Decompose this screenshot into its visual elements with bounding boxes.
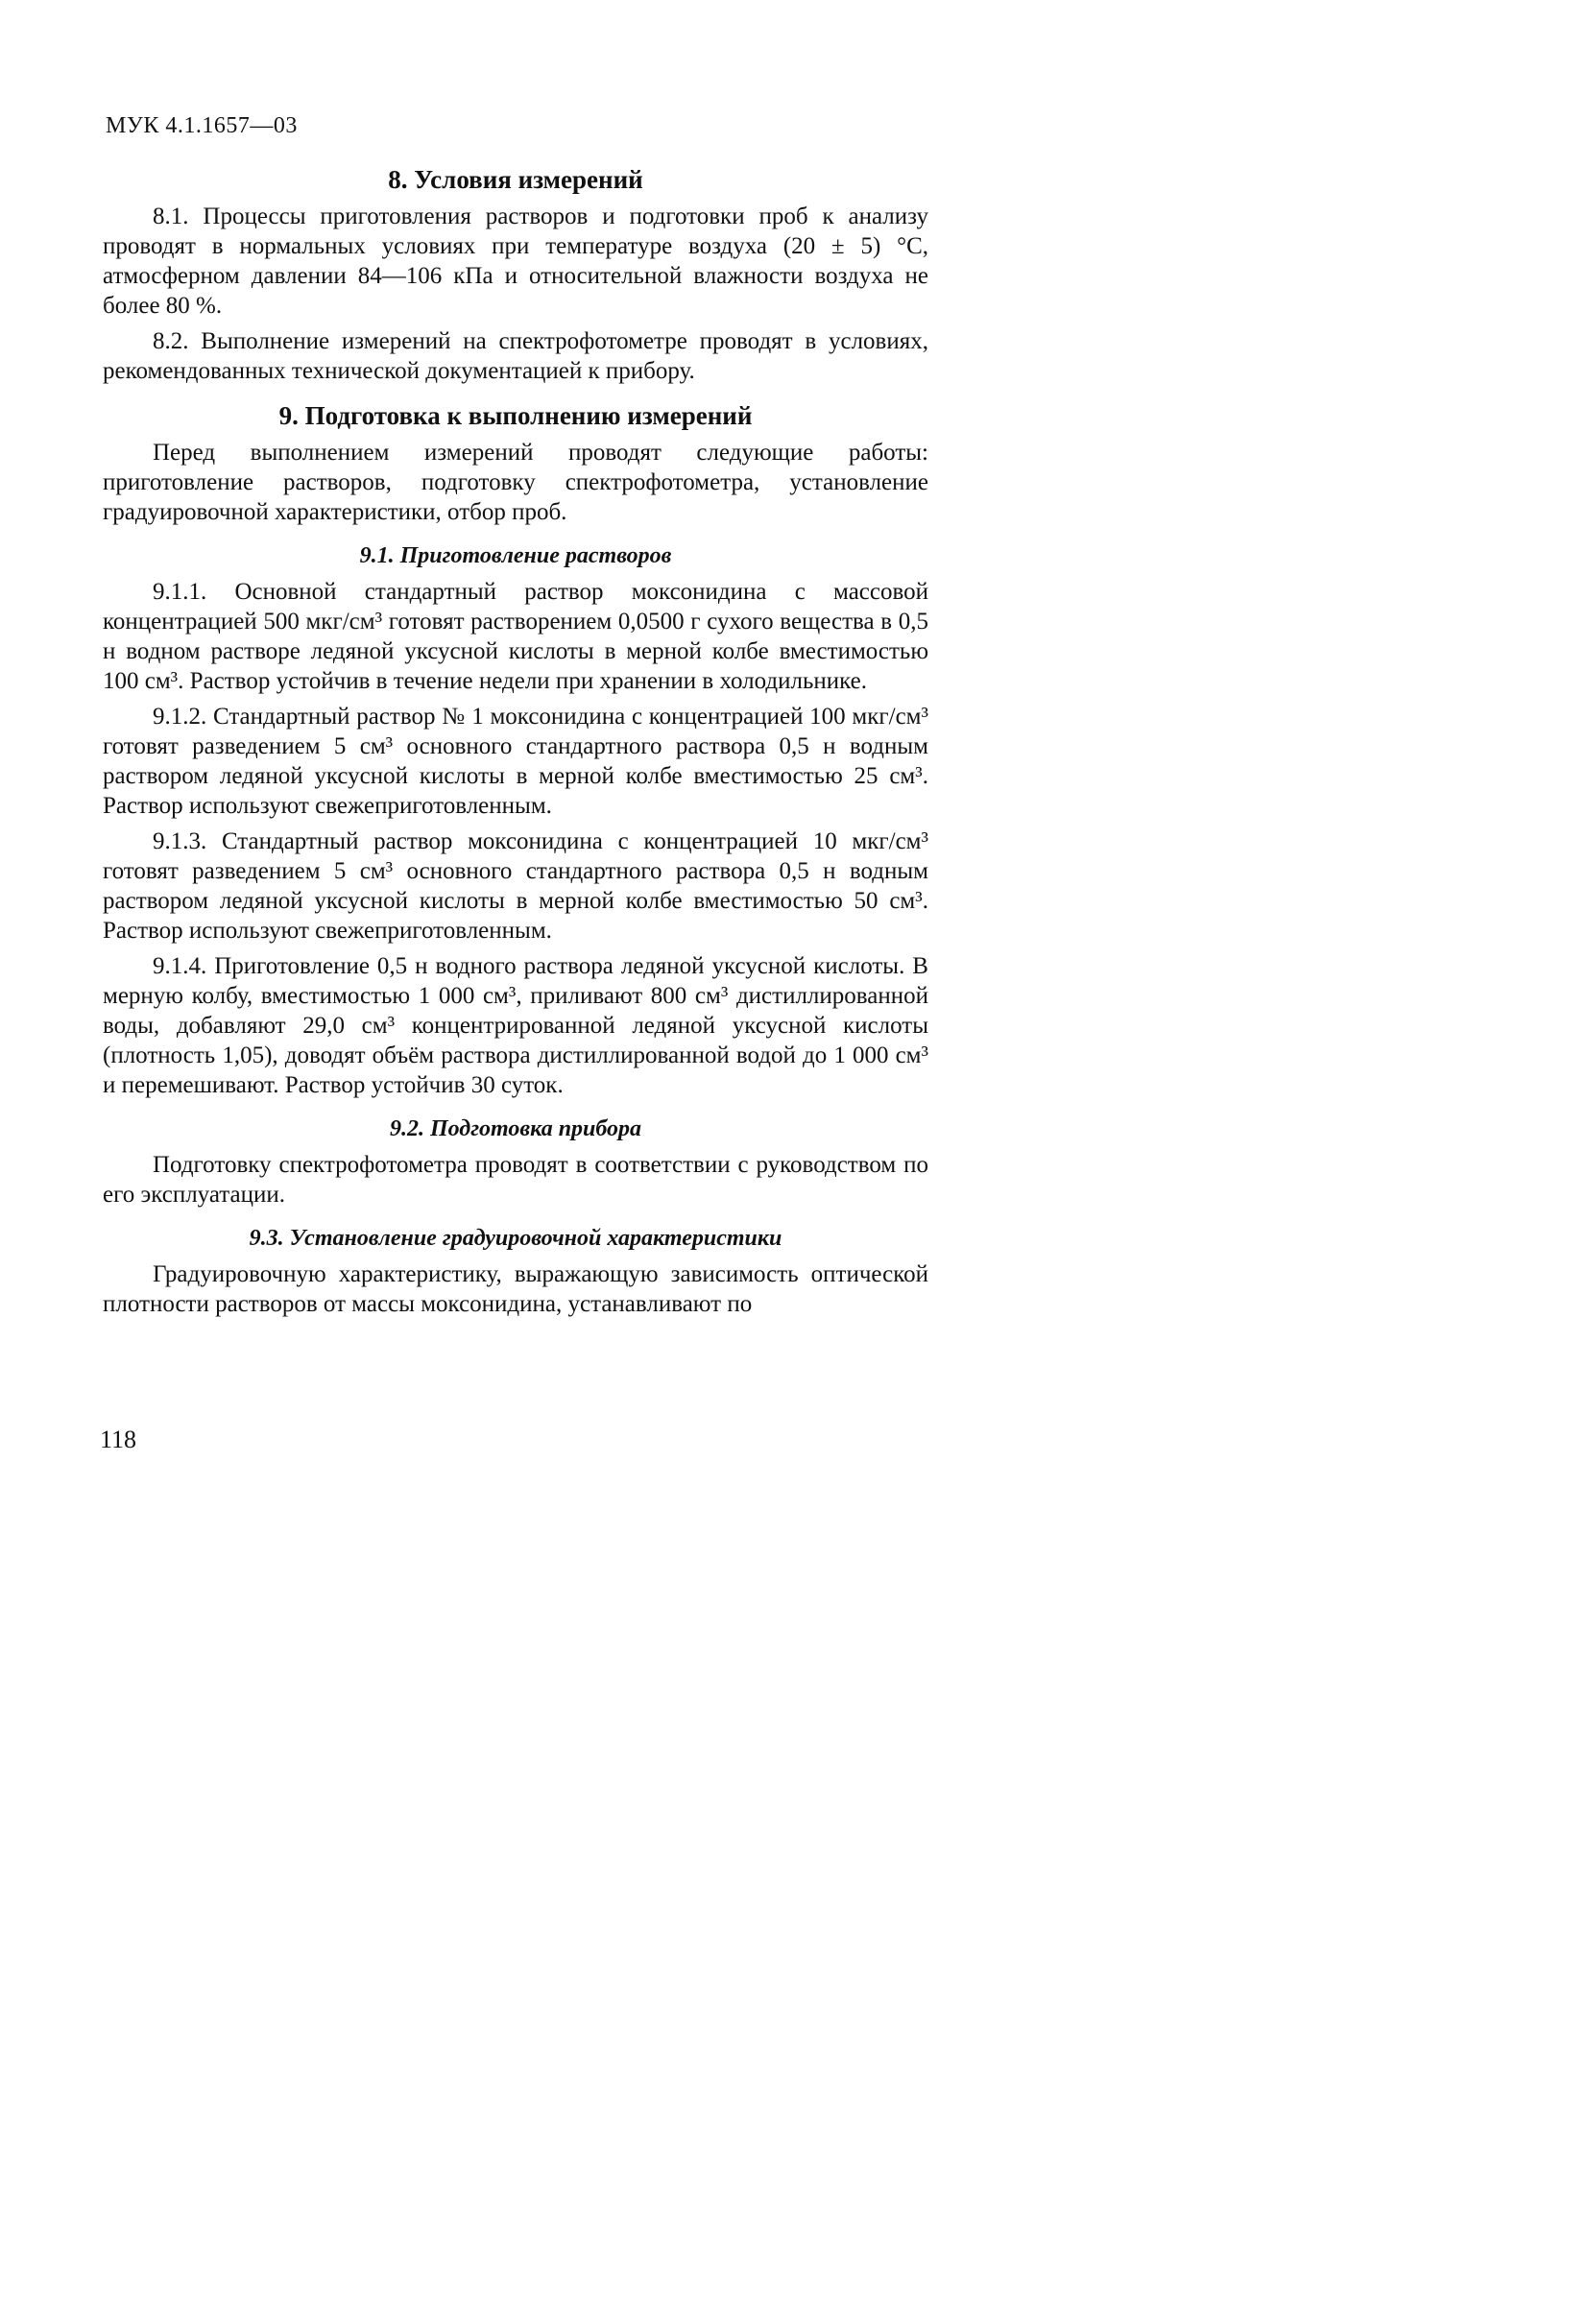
- document-page: [0, 0, 1048, 1588]
- subsection-9-3-title: 9.3. Установление градуировочной характеристики: [249, 1226, 782, 1251]
- paragraph-9-1-4: 9.1.4. Приготовление 0,5 н водного раствора ледяной уксусной кислоты. В мерную колбу, вместимостью 1 000 см³, приливают 800 см³ дистиллированной воды, добавляют 29,0 см³ концентрированной ледяной уксусной кислоты (плотность 1,05), доводят объём раствора дистиллированной водой до 1 000 см³ и перемешивают. Раствор устойчив 30 суток.: [103, 953, 928, 1098]
- paragraph-8-2: 8.2. Выполнение измерений на спектрофотометре проводят в условиях, рекомендованных технической документацией к прибору.: [103, 328, 928, 384]
- subsection-9-1-title: 9.1. Приготовление растворов: [359, 543, 672, 568]
- section-8-title: 8. Условия измерений: [388, 165, 643, 194]
- paragraph-9-2: Подготовку спектрофотометра проводят в соответствии с руководством по его эксплуатации.: [103, 1152, 928, 1208]
- paragraph-8-1: 8.1. Процессы приготовления растворов и подготовки проб к анализу проводят в нормальных условиях при температуре воздуха (20 ± 5) °С, атмосферном давлении 84—106 кПа и относительной влажности воздуха не более 80 %.: [103, 204, 928, 319]
- paragraph-9-intro: Перед выполнением измерений проводят следующие работы: приготовление растворов, подготовку спектрофотометра, установление градуировочной характеристики, отбор проб.: [103, 440, 928, 525]
- page-content: [103, 163, 928, 1319]
- paragraph-9-1-2: 9.1.2. Стандартный раствор № 1 моксонидина с концентрацией 100 мкг/см³ готовят разведением 5 см³ основного стандартного раствора 0,5 н водным раствором ледяной уксусной кислоты в мерной колбе вместимостью 25 см³. Раствор используют свежеприготовленным.: [103, 704, 928, 819]
- page-number: 118: [100, 1426, 137, 1453]
- section-9-title: 9. Подготовка к выполнению измерений: [278, 401, 753, 430]
- document-code-header: МУК 4.1.1657—03: [106, 113, 298, 138]
- paragraph-9-1-3: 9.1.3. Стандартный раствор моксонидина с концентрацией 10 мкг/см³ готовят разведением 5 см³ основного стандартного раствора 0,5 н водным раствором ледяной уксусной кислоты в мерной колбе вместимостью 50 см³. Раствор используют свежеприготовленным.: [103, 828, 928, 944]
- paragraph-9-1-1: 9.1.1. Основной стандартный раствор моксонидина с массовой концентрацией 500 мкг/см³ готовят растворением 0,0500 г сухого вещества в 0,5 н водном растворе ледяной уксусной кислоты в мерной колбе вместимостью 100 см³. Раствор устойчив в течение недели при хранении в холодильнике.: [103, 579, 928, 694]
- paragraph-9-3: Градуировочную характеристику, выражающую зависимость оптической плотности растворов от массы моксонидина, устанавливают по: [103, 1261, 928, 1317]
- subsection-9-2-title: 9.2. Подготовка прибора: [389, 1116, 642, 1141]
